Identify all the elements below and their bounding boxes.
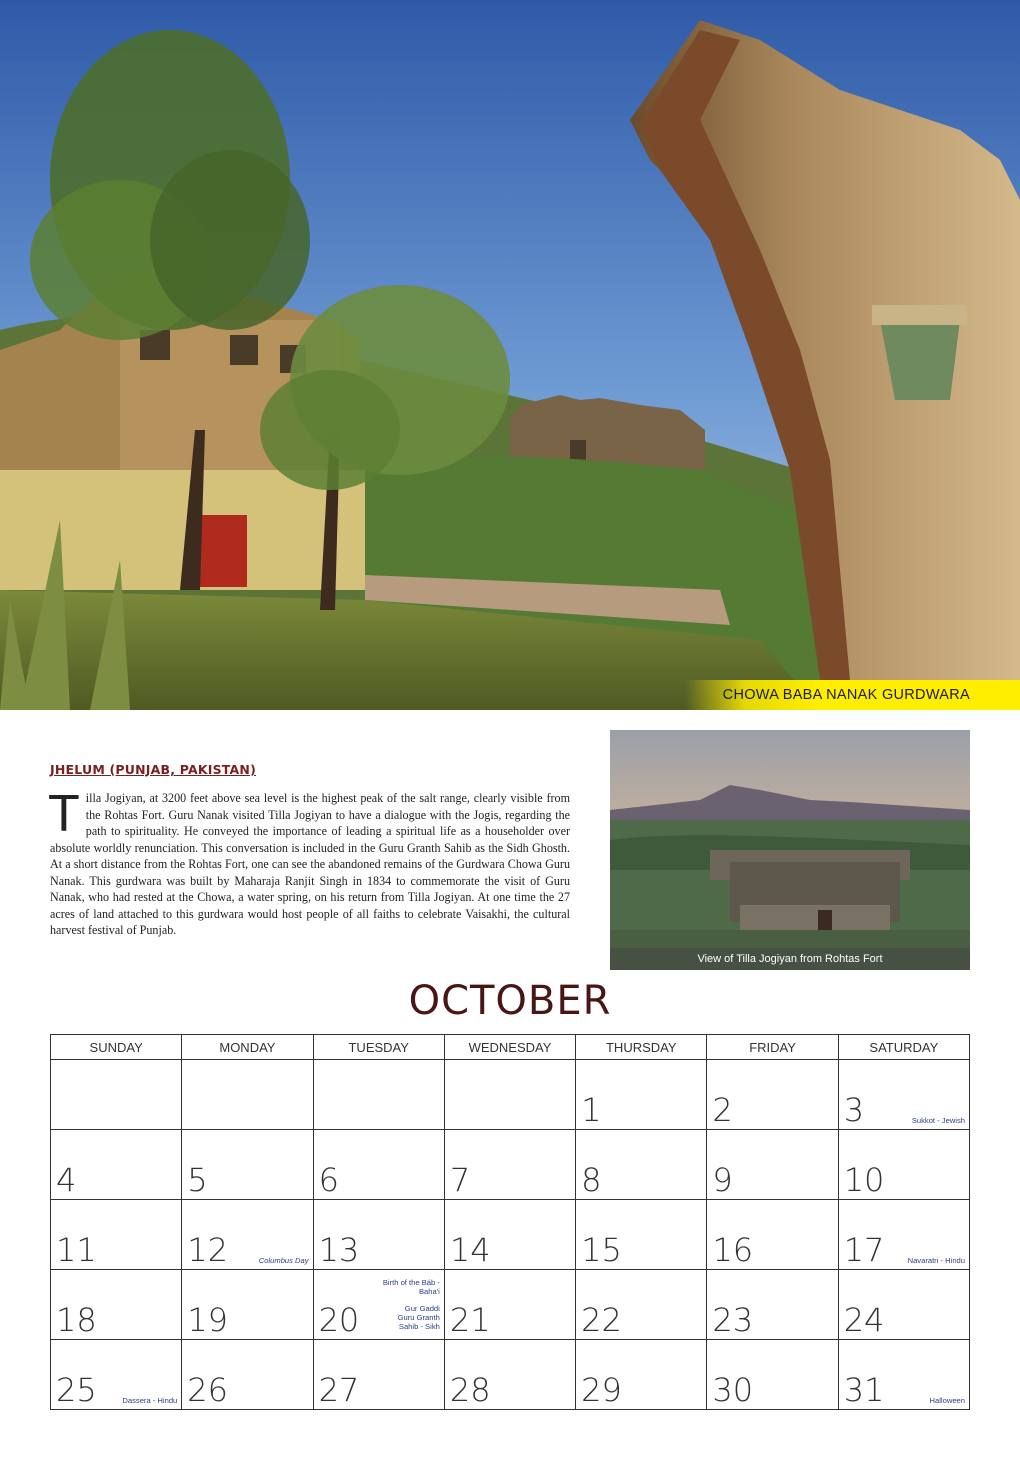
calendar-day-cell — [838, 1060, 969, 1130]
weekday-wednesday: WEDNESDAY — [444, 1035, 575, 1060]
calendar-empty-cell — [182, 1060, 313, 1130]
holiday-note-line: Navaratri - Hindu — [907, 1256, 965, 1265]
day-number: 13 — [318, 1231, 360, 1269]
day-number: 21 — [449, 1301, 491, 1339]
article-body — [48, 785, 570, 939]
weekday-thursday: THURSDAY — [576, 1035, 707, 1060]
day-number: 28 — [449, 1371, 491, 1409]
calendar-week-row — [51, 1340, 970, 1410]
weekday-friday: FRIDAY — [707, 1035, 838, 1060]
side-photo-illustration — [610, 730, 970, 970]
calendar-day-cell — [182, 1200, 313, 1270]
calendar-day-cell — [182, 1130, 313, 1200]
calendar-day-cell — [576, 1340, 707, 1410]
weekday-tuesday: TUESDAY — [313, 1035, 444, 1060]
calendar-grid — [50, 1034, 970, 1410]
day-number: 6 — [318, 1161, 339, 1199]
day-number: 3 — [843, 1091, 865, 1129]
calendar-week-row — [51, 1200, 970, 1270]
day-number: 26 — [187, 1371, 228, 1409]
day-number: 22 — [581, 1301, 622, 1339]
calendar-week-row — [51, 1130, 970, 1200]
calendar-day-cell — [182, 1340, 313, 1410]
side-photo — [610, 730, 970, 970]
holiday-note-line: Gur Gaddi — [404, 1304, 440, 1313]
calendar-day-cell — [51, 1130, 182, 1200]
calendar-day-cell — [444, 1130, 575, 1200]
hero-caption: CHOWA BABA NANAK GURDWARA — [685, 680, 1020, 710]
hero-illustration — [0, 0, 1020, 710]
day-number: 24 — [843, 1301, 885, 1339]
article-body-text: illa Jogiyan, at 3200 feet above sea level is the highest peak of the salt range, clearly visible from the Rohtas Fort. Guru Nanak visited Tilla Jogiyan to have a dialogue with the Jogis, regarding the path to spirituality. He conveyed the importance of leading a spiritual life as a householder over absolute worldly renunciation. This conversation is included in the Guru Granth Sahib as the Sidh Ghosth. At a short distance from the Rohtas Fort, one can see the abandoned remains of the Gurdwara Chowa Guru Nanak. This gurdwara was built by Maharaja Ranjit Singh in 1834 to commemorate the visit of Guru Nanak, who had rested at the Chowa, a water spring, on his return from Tilla Jogiyan. At one time the 27 acres of land attached to this gurdwara would host people of all faiths to celebrate Vaisakhi, the cultural harvest festival of Punjab. — [50, 791, 570, 937]
holiday-note-line: Baha'i — [418, 1287, 440, 1296]
calendar-day-cell — [707, 1340, 838, 1410]
day-number: 14 — [449, 1231, 491, 1269]
calendar-empty-cell — [51, 1060, 182, 1130]
holiday-note-line: Columbus Day — [258, 1256, 309, 1265]
day-number: 18 — [56, 1301, 97, 1339]
holiday-note-line: Dassera - Hindu — [122, 1396, 178, 1405]
weekday-monday: MONDAY — [182, 1035, 313, 1060]
calendar-day-cell — [838, 1340, 969, 1410]
calendar-week-row — [51, 1270, 970, 1340]
calendar-day-cell — [576, 1130, 707, 1200]
day-number: 31 — [843, 1371, 885, 1409]
holiday-note-line: Sahib - Sikh — [398, 1322, 440, 1331]
calendar-day-cell — [313, 1270, 444, 1340]
side-photo-caption: View of Tilla Jogiyan from Rohtas Fort — [610, 948, 970, 970]
calendar-day-cell — [313, 1200, 444, 1270]
holiday-note-line: Sukkot - Jewish — [911, 1116, 965, 1125]
calendar-day-cell — [576, 1060, 707, 1130]
day-number: 10 — [843, 1161, 885, 1199]
calendar-day-cell — [51, 1340, 182, 1410]
holiday-note — [383, 1278, 440, 1296]
location-title: JHELUM (PUNJAB, PAKISTAN) — [50, 762, 256, 777]
holiday-note — [398, 1304, 440, 1331]
calendar-day-cell — [444, 1270, 575, 1340]
day-number: 29 — [581, 1371, 622, 1409]
calendar-day-cell — [838, 1200, 969, 1270]
day-number: 1 — [581, 1091, 602, 1129]
day-number: 20 — [318, 1301, 360, 1339]
calendar-day-cell — [838, 1130, 969, 1200]
calendar-day-cell — [51, 1200, 182, 1270]
day-number: 25 — [56, 1371, 97, 1409]
drop-cap: T — [48, 785, 80, 843]
calendar-day-cell — [576, 1200, 707, 1270]
calendar-day-cell — [313, 1130, 444, 1200]
holiday-note-line: Guru Granth — [397, 1313, 440, 1322]
day-number: 15 — [581, 1231, 622, 1269]
calendar-day-cell — [444, 1200, 575, 1270]
day-number: 12 — [187, 1231, 228, 1269]
day-number: 2 — [712, 1091, 733, 1129]
day-number: 27 — [318, 1371, 360, 1409]
calendar-day-cell — [707, 1270, 838, 1340]
day-number: 30 — [712, 1371, 754, 1409]
day-number: 5 — [187, 1161, 208, 1199]
day-number: 17 — [843, 1231, 885, 1269]
weekday-sunday: SUNDAY — [51, 1035, 182, 1060]
day-number: 23 — [712, 1301, 754, 1339]
calendar-week-row — [51, 1060, 970, 1130]
calendar-day-cell — [707, 1130, 838, 1200]
calendar-day-cell — [444, 1340, 575, 1410]
holiday-note — [259, 1256, 309, 1265]
calendar-empty-cell — [444, 1060, 575, 1130]
day-number: 8 — [581, 1161, 602, 1199]
holiday-note — [930, 1396, 965, 1405]
month-title: OCTOBER — [408, 978, 612, 1024]
calendar-day-cell — [576, 1270, 707, 1340]
day-number: 19 — [187, 1301, 228, 1339]
day-number: 16 — [712, 1231, 754, 1269]
holiday-note — [912, 1116, 965, 1125]
calendar-empty-cell — [313, 1060, 444, 1130]
holiday-note — [908, 1256, 965, 1265]
calendar-day-cell — [182, 1270, 313, 1340]
calendar-day-cell — [707, 1200, 838, 1270]
hero-photo — [0, 0, 1020, 710]
day-number: 9 — [712, 1161, 733, 1199]
calendar-day-cell — [51, 1270, 182, 1340]
day-number: 4 — [56, 1161, 77, 1199]
calendar-day-cell — [313, 1340, 444, 1410]
weekday-header-row — [51, 1035, 970, 1060]
holiday-note-line: Halloween — [929, 1396, 965, 1405]
calendar-day-cell — [707, 1060, 838, 1130]
weekday-saturday: SATURDAY — [838, 1035, 969, 1060]
calendar-body — [51, 1060, 970, 1410]
calendar-day-cell — [838, 1270, 969, 1340]
holiday-note-line: Birth of the Báb - — [382, 1278, 440, 1287]
holiday-note — [122, 1396, 177, 1405]
day-number: 11 — [56, 1231, 97, 1269]
day-number: 7 — [449, 1161, 471, 1199]
